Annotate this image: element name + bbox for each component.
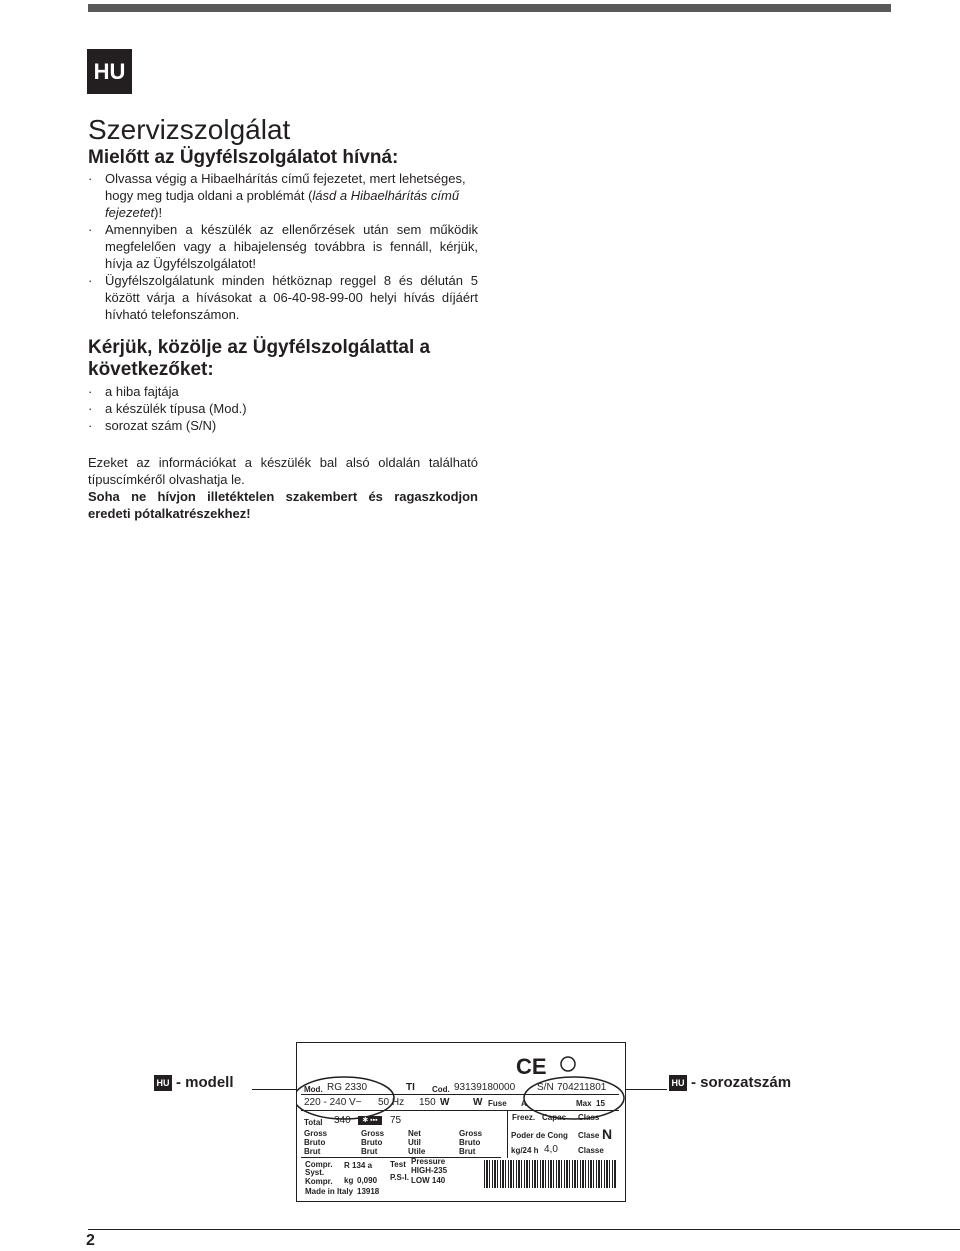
page-title: Szervizszolgálat bbox=[88, 114, 291, 145]
language-badge: HU bbox=[87, 49, 132, 94]
mod-value: RG 2330 bbox=[327, 1082, 368, 1093]
list-item: · Ügyfélszolgálatunk minden hétköznap reggel 8 és délután 5 között várja a hívásokat a 06-40-98-99-00 helyi hívás díjáért hívható telefonszámon. bbox=[88, 272, 478, 323]
max-label: Max bbox=[576, 1099, 592, 1108]
legend-model: HU - modell bbox=[154, 1074, 234, 1091]
info-text: Ezeket az információkat a készülék bal alsó oldalán található típuscímkéről olvashatja le. bbox=[88, 455, 478, 487]
freq-value: 50 Hz bbox=[378, 1097, 405, 1108]
power-value: 150 bbox=[419, 1097, 436, 1108]
plate-rule bbox=[301, 1110, 619, 1111]
list-item: · sorozat szám (S/N) bbox=[88, 417, 478, 434]
legend-serial-badge: HU bbox=[669, 1075, 687, 1091]
main-content bbox=[88, 114, 478, 522]
list-item: · Olvassa végig a Hibaelhárítás című fejezetet, mert lehetséges, hogy meg tudja oldani a problémát (lásd a Hibaelhárítás című fejezetet)! bbox=[88, 170, 478, 221]
class-top-label: Class bbox=[578, 1113, 600, 1122]
list-item: · Amennyiben a készülék az ellenőrzések után sem működik megfelelően vagy a hibajelenség továbbra is fennáll, kérjük, hívja az Ügyfélszolgálatot! bbox=[88, 221, 478, 272]
sn-value: 704211801 bbox=[557, 1082, 607, 1093]
total-label: Total bbox=[304, 1118, 323, 1127]
capac-label: Capac bbox=[542, 1113, 567, 1122]
classe-label: Classe bbox=[578, 1146, 604, 1155]
star-value: 75 bbox=[390, 1115, 402, 1126]
freez-label: Freez. bbox=[512, 1113, 536, 1122]
ti-label: TI bbox=[406, 1082, 415, 1093]
kg24h-label: kg/24 h bbox=[511, 1146, 539, 1155]
gross3-line3: Brut bbox=[459, 1147, 476, 1156]
top-rule bbox=[88, 4, 891, 12]
test-label: Test bbox=[390, 1160, 406, 1169]
plate-rule bbox=[301, 1094, 619, 1095]
made-in-label: Made in Italy bbox=[305, 1187, 354, 1196]
kg-value: 0,090 bbox=[357, 1176, 378, 1185]
mod-label: Mod. bbox=[304, 1085, 323, 1094]
page-number: 2 bbox=[86, 1232, 95, 1249]
psi-label: P.S-I. bbox=[390, 1173, 409, 1182]
section1-list bbox=[88, 170, 478, 323]
footer-rule bbox=[88, 1229, 960, 1230]
gross1-line1: Gross bbox=[304, 1129, 328, 1138]
fuse-unit: A bbox=[521, 1099, 527, 1108]
gross2-line2: Bruto bbox=[361, 1138, 383, 1147]
cert-icon bbox=[561, 1057, 575, 1071]
star-rating-icon: ✱ ▪▪▪ bbox=[358, 1116, 382, 1125]
gross3-line2: Bruto bbox=[459, 1138, 481, 1147]
section2-list bbox=[88, 383, 478, 434]
max-value: 15 bbox=[596, 1099, 605, 1108]
legend-model-badge: HU bbox=[154, 1075, 172, 1091]
total-value: 340 bbox=[334, 1115, 351, 1126]
gross1-line3: Brut bbox=[304, 1147, 321, 1156]
net-line3: Utile bbox=[408, 1147, 426, 1156]
barcode bbox=[484, 1160, 616, 1188]
section2-heading: Kérjük, közölje az Ügyfélszolgálattal a következőket: bbox=[88, 337, 431, 380]
compr-line2: Syst. bbox=[305, 1168, 325, 1177]
ce-mark: CE bbox=[516, 1054, 547, 1079]
gross2-line3: Brut bbox=[361, 1147, 378, 1156]
power-unit: W bbox=[440, 1097, 450, 1108]
net-line2: Util bbox=[408, 1138, 421, 1147]
made-code: 13918 bbox=[357, 1187, 380, 1196]
lamp-unit: W bbox=[473, 1097, 483, 1108]
list-item: · a hiba fajtája bbox=[88, 383, 478, 400]
cod-label: Cod. bbox=[432, 1085, 450, 1094]
section1-heading: Mielőtt az Ügyfélszolgálatot hívná: bbox=[88, 147, 399, 168]
gross2-line1: Gross bbox=[361, 1129, 385, 1138]
plate-divider bbox=[507, 1110, 508, 1158]
gross3-line1: Gross bbox=[459, 1129, 483, 1138]
pressure-line2: HIGH-235 bbox=[411, 1166, 448, 1175]
clase-label: Clase bbox=[578, 1131, 600, 1140]
kg-label: kg bbox=[344, 1176, 354, 1185]
compr-line3: Kompr. bbox=[305, 1177, 333, 1186]
compr-line1: Compr. bbox=[305, 1160, 333, 1169]
refrigerant-value: R 134 a bbox=[344, 1161, 373, 1170]
pressure-line1: Pressure bbox=[411, 1157, 446, 1166]
fuse-label: Fuse bbox=[488, 1099, 507, 1108]
plate-rule bbox=[301, 1157, 501, 1158]
kg24h-value: 4,0 bbox=[544, 1144, 558, 1155]
sn-label: S/N bbox=[537, 1082, 554, 1093]
list-item: · a készülék típusa (Mod.) bbox=[88, 400, 478, 417]
class-value: N bbox=[602, 1126, 613, 1142]
voltage-value: 220 - 240 V~ bbox=[304, 1097, 362, 1108]
legend-serial: HU - sorozatszám bbox=[669, 1074, 791, 1091]
poder-label: Poder de Cong bbox=[511, 1131, 568, 1140]
cod-value: 93139180000 bbox=[454, 1082, 516, 1093]
pressure-line3: LOW 140 bbox=[411, 1176, 446, 1185]
warning-text: Soha ne hívjon illetéktelen szakembert és ragaszkodjon eredeti pótalkatrészekhez! bbox=[88, 489, 478, 521]
net-line1: Net bbox=[408, 1129, 421, 1138]
gross1-line2: Bruto bbox=[304, 1138, 326, 1147]
